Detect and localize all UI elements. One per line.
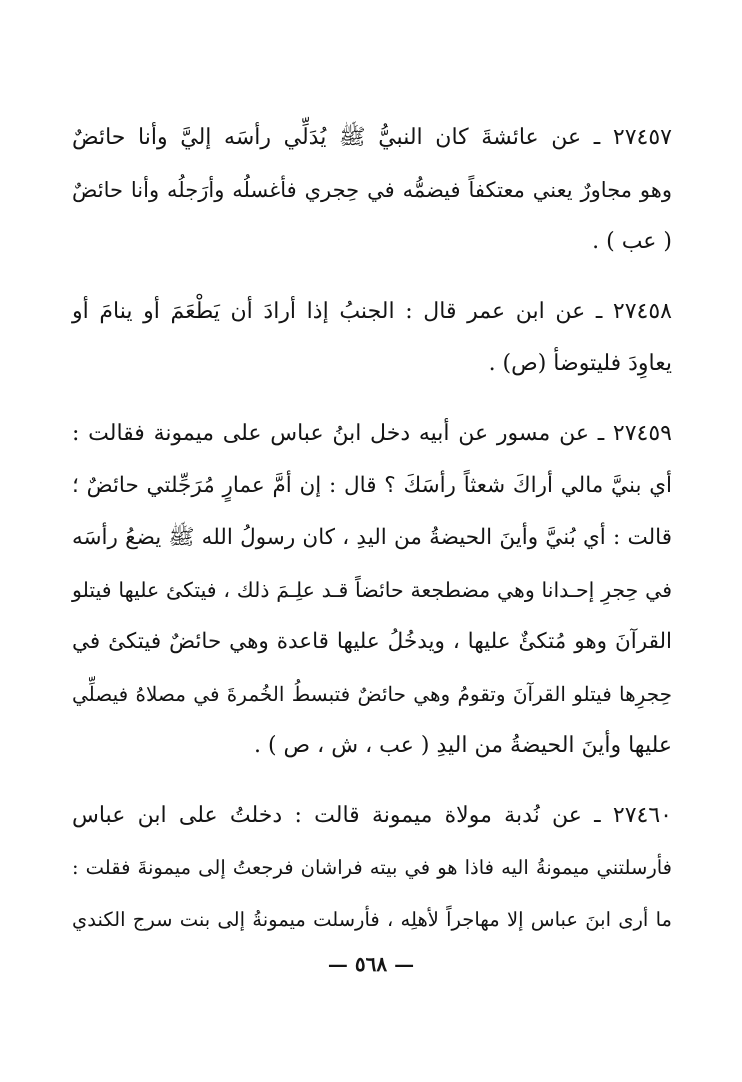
text-line: أي بنيَّ مالي أراكَ شعثاً رأسَكَ ؟ قال : إن أمَّ عمارٍ مُرَجِّلتي حائضٌ ؛: [72, 473, 672, 498]
hadith-27457: [72, 112, 672, 268]
text-line: ما أرى ابنَ عباس إلا مهاجراً لأهلِه ، فأرسلت ميمونةُ إلى بنت سرج الكندي: [72, 908, 672, 931]
hadith-27458: [72, 286, 672, 390]
page-body: [72, 112, 672, 964]
text-line: عليها وأينَ الحيضةُ من اليدِ ( عب ، ش ، ص ) .: [253, 733, 672, 758]
text-line: القرآنَ وهو مُتكئٌ عليها ، ويدخُلُ عليها قاعدة وهي حائضٌ فيتكئ في: [72, 629, 672, 654]
text-line: حِجرِها فيتلو القرآنَ وتقومُ وهي حائضٌ فتبسطُ الخُمرةَ في مصلاهُ فيصلِّي: [72, 682, 672, 706]
text-line: ( عب ) .: [592, 229, 672, 254]
page-number: — ٥٦٨ —: [327, 952, 415, 976]
text-line: في حِجرِ إحـدانا وهي مضطجعة حائضاً قـد علِـمَ ذلك ، فيتكئ عليها فيتلو: [72, 578, 672, 602]
hadith-27459: [72, 408, 672, 772]
text-line: ٢٧٤٥٧ ـ عن عائشةَ كان النبيُّ ﷺ يُدَلِّي رأسَه إليَّ وأنا حائضٌ: [72, 125, 672, 150]
text-line: يعاوِدَ فليتوضأ (ص) .: [488, 351, 672, 376]
text-line: ٢٧٤٥٩ ـ عن مسور عن أبيه دخل ابنُ عباس على ميمونة فقالت :: [72, 421, 672, 446]
text-line: ٢٧٤٥٨ ـ عن ابن عمر قال : الجنبُ إذا أرادَ أن يَطْعَمَ أو ينامَ أو: [72, 299, 672, 324]
text-line: قالت : أي بُنيَّ وأينَ الحيضةُ من اليدِ ، كان رسولُ الله ﷺ يضعُ رأسَه: [72, 525, 672, 550]
text-line: ٢٧٤٦٠ ـ عن نُدبة مولاة ميمونة قالت : دخلتُ على ابن عباس: [72, 803, 672, 828]
text-line: وهو مجاورٌ يعني معتكفاً فيضمُّه في حِجري فأغسلُه وأرَجلُه وأنا حائضٌ: [72, 178, 672, 202]
text-line: فأرسلتني ميمونةُ اليه فاذا هو في بيته فراشان فرجعتُ إلى ميمونةَ فقلت :: [72, 856, 672, 879]
hadith-27460: [72, 790, 672, 946]
